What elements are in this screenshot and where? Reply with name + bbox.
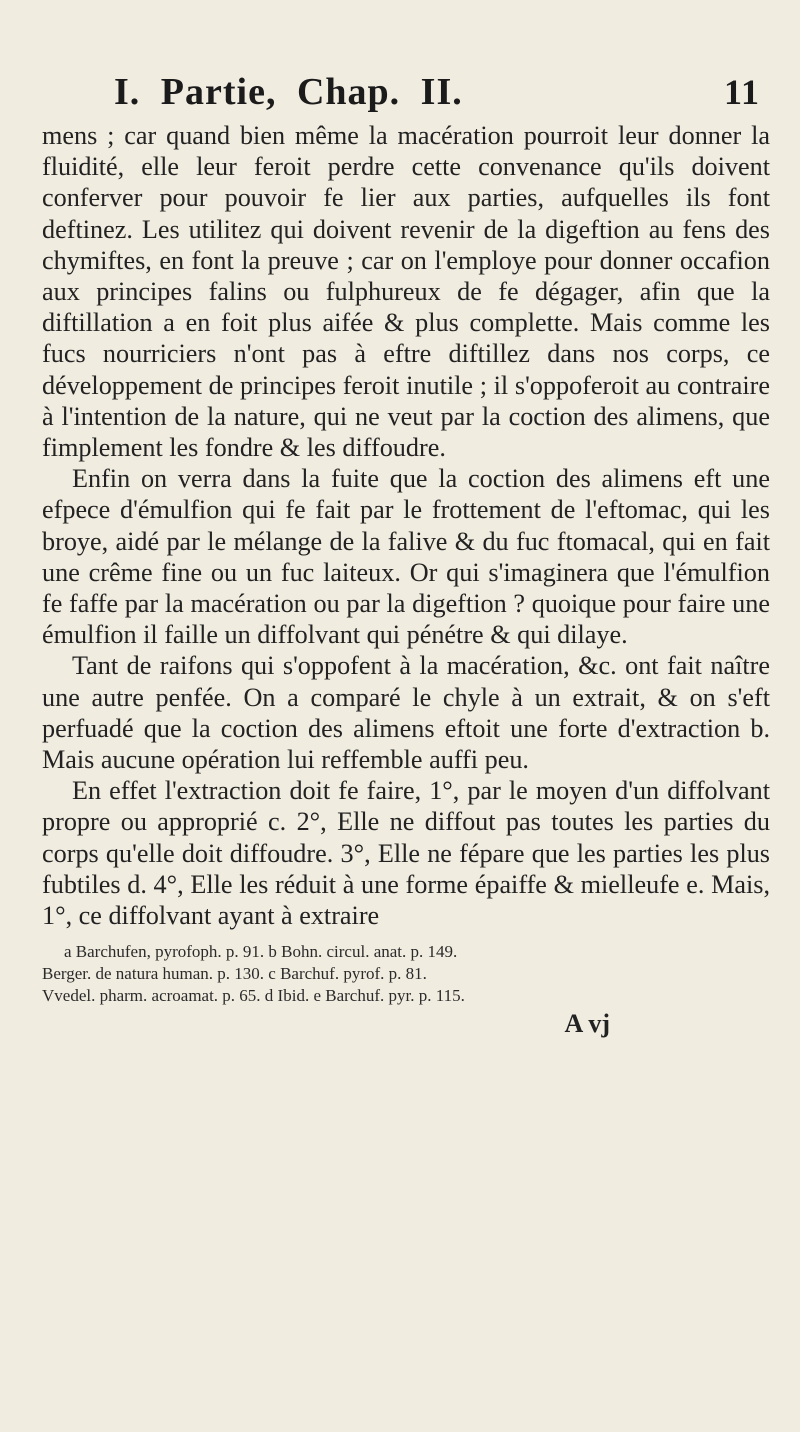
paragraph: Enfin on verra dans la fuite que la coction des alimens eft une efpece d'émulfion qui fe fait par le frottement de l'eftomac, qui les broye, aidé par le mélange de la falive & du fuc ftomacal, qui en fait une crême fine ou un fuc laiteux. Or qui s'imaginera que l'émulfion fe faffe par la macération ou par la digeftion ? quoique pour faire une émulfion il faille un diffolvant qui pénétre & qui dilaye. <box>42 464 770 650</box>
signature-mark: A vj <box>564 1009 610 1039</box>
running-title: I. Partie, Chap. II. <box>114 71 463 113</box>
page-number: 11 <box>723 72 760 112</box>
paragraph: En effet l'extraction doit fe faire, 1°, par le moyen d'un diffolvant propre ou approprié c. 2°, Elle ne diffout pas toutes les parties du corps qu'elle doit diffoudre. 3°, Elle ne fépare que les parties les plus fubtiles d. 4°, Elle les réduit à une forme épaiffe & mielleufe e. Mais, 1°, ce diffolvant ayant à extraire <box>42 776 770 931</box>
paragraph: Tant de raifons qui s'oppofent à la macération, &c. ont fait naître une autre penfée. On a comparé le chyle à un extrait, & on s'eft perfuadé que la coction des alimens eftoit une forte d'extraction b. Mais aucune opération lui reffemble auffi peu. <box>42 651 770 775</box>
footnote-line: Vvedel. pharm. acroamat. p. 65. d Ibid. e Barchuf. pyr. p. 115. <box>42 986 465 1006</box>
footnotes <box>42 941 770 1007</box>
paragraph: mens ; car quand bien même la macération pourroit leur donner la fluidité, elle leur feroit perdre cette convenance qu'ils doivent conferver pour pouvoir fe lier aux parties, aufquelles ils font deftinez. Les utilitez qui doivent revenir de la digeftion au fens des chymiftes, en font la preuve ; car on l'employe pour donner occafion aux principes falins ou fulphureux de fe dégager, afin que la diftillation a en foit plus aifée & plus complette. Mais comme les fucs nourriciers n'ont pas à eftre diftillez dans nos corps, ce développement de principes feroit inutile ; il s'oppoferoit au contraire à l'intention de la nature, qui ne veut par la coction des alimens, que fimplement les fondre & les diffoudre. <box>42 121 770 463</box>
running-header <box>114 70 760 114</box>
footnote-line: Berger. de natura human. p. 130. c Barchuf. pyrof. p. 81. <box>42 964 427 984</box>
main-text <box>42 120 770 931</box>
footnote-line: a Barchufen, pyrofoph. p. 91. b Bohn. circul. anat. p. 149. <box>64 942 458 962</box>
